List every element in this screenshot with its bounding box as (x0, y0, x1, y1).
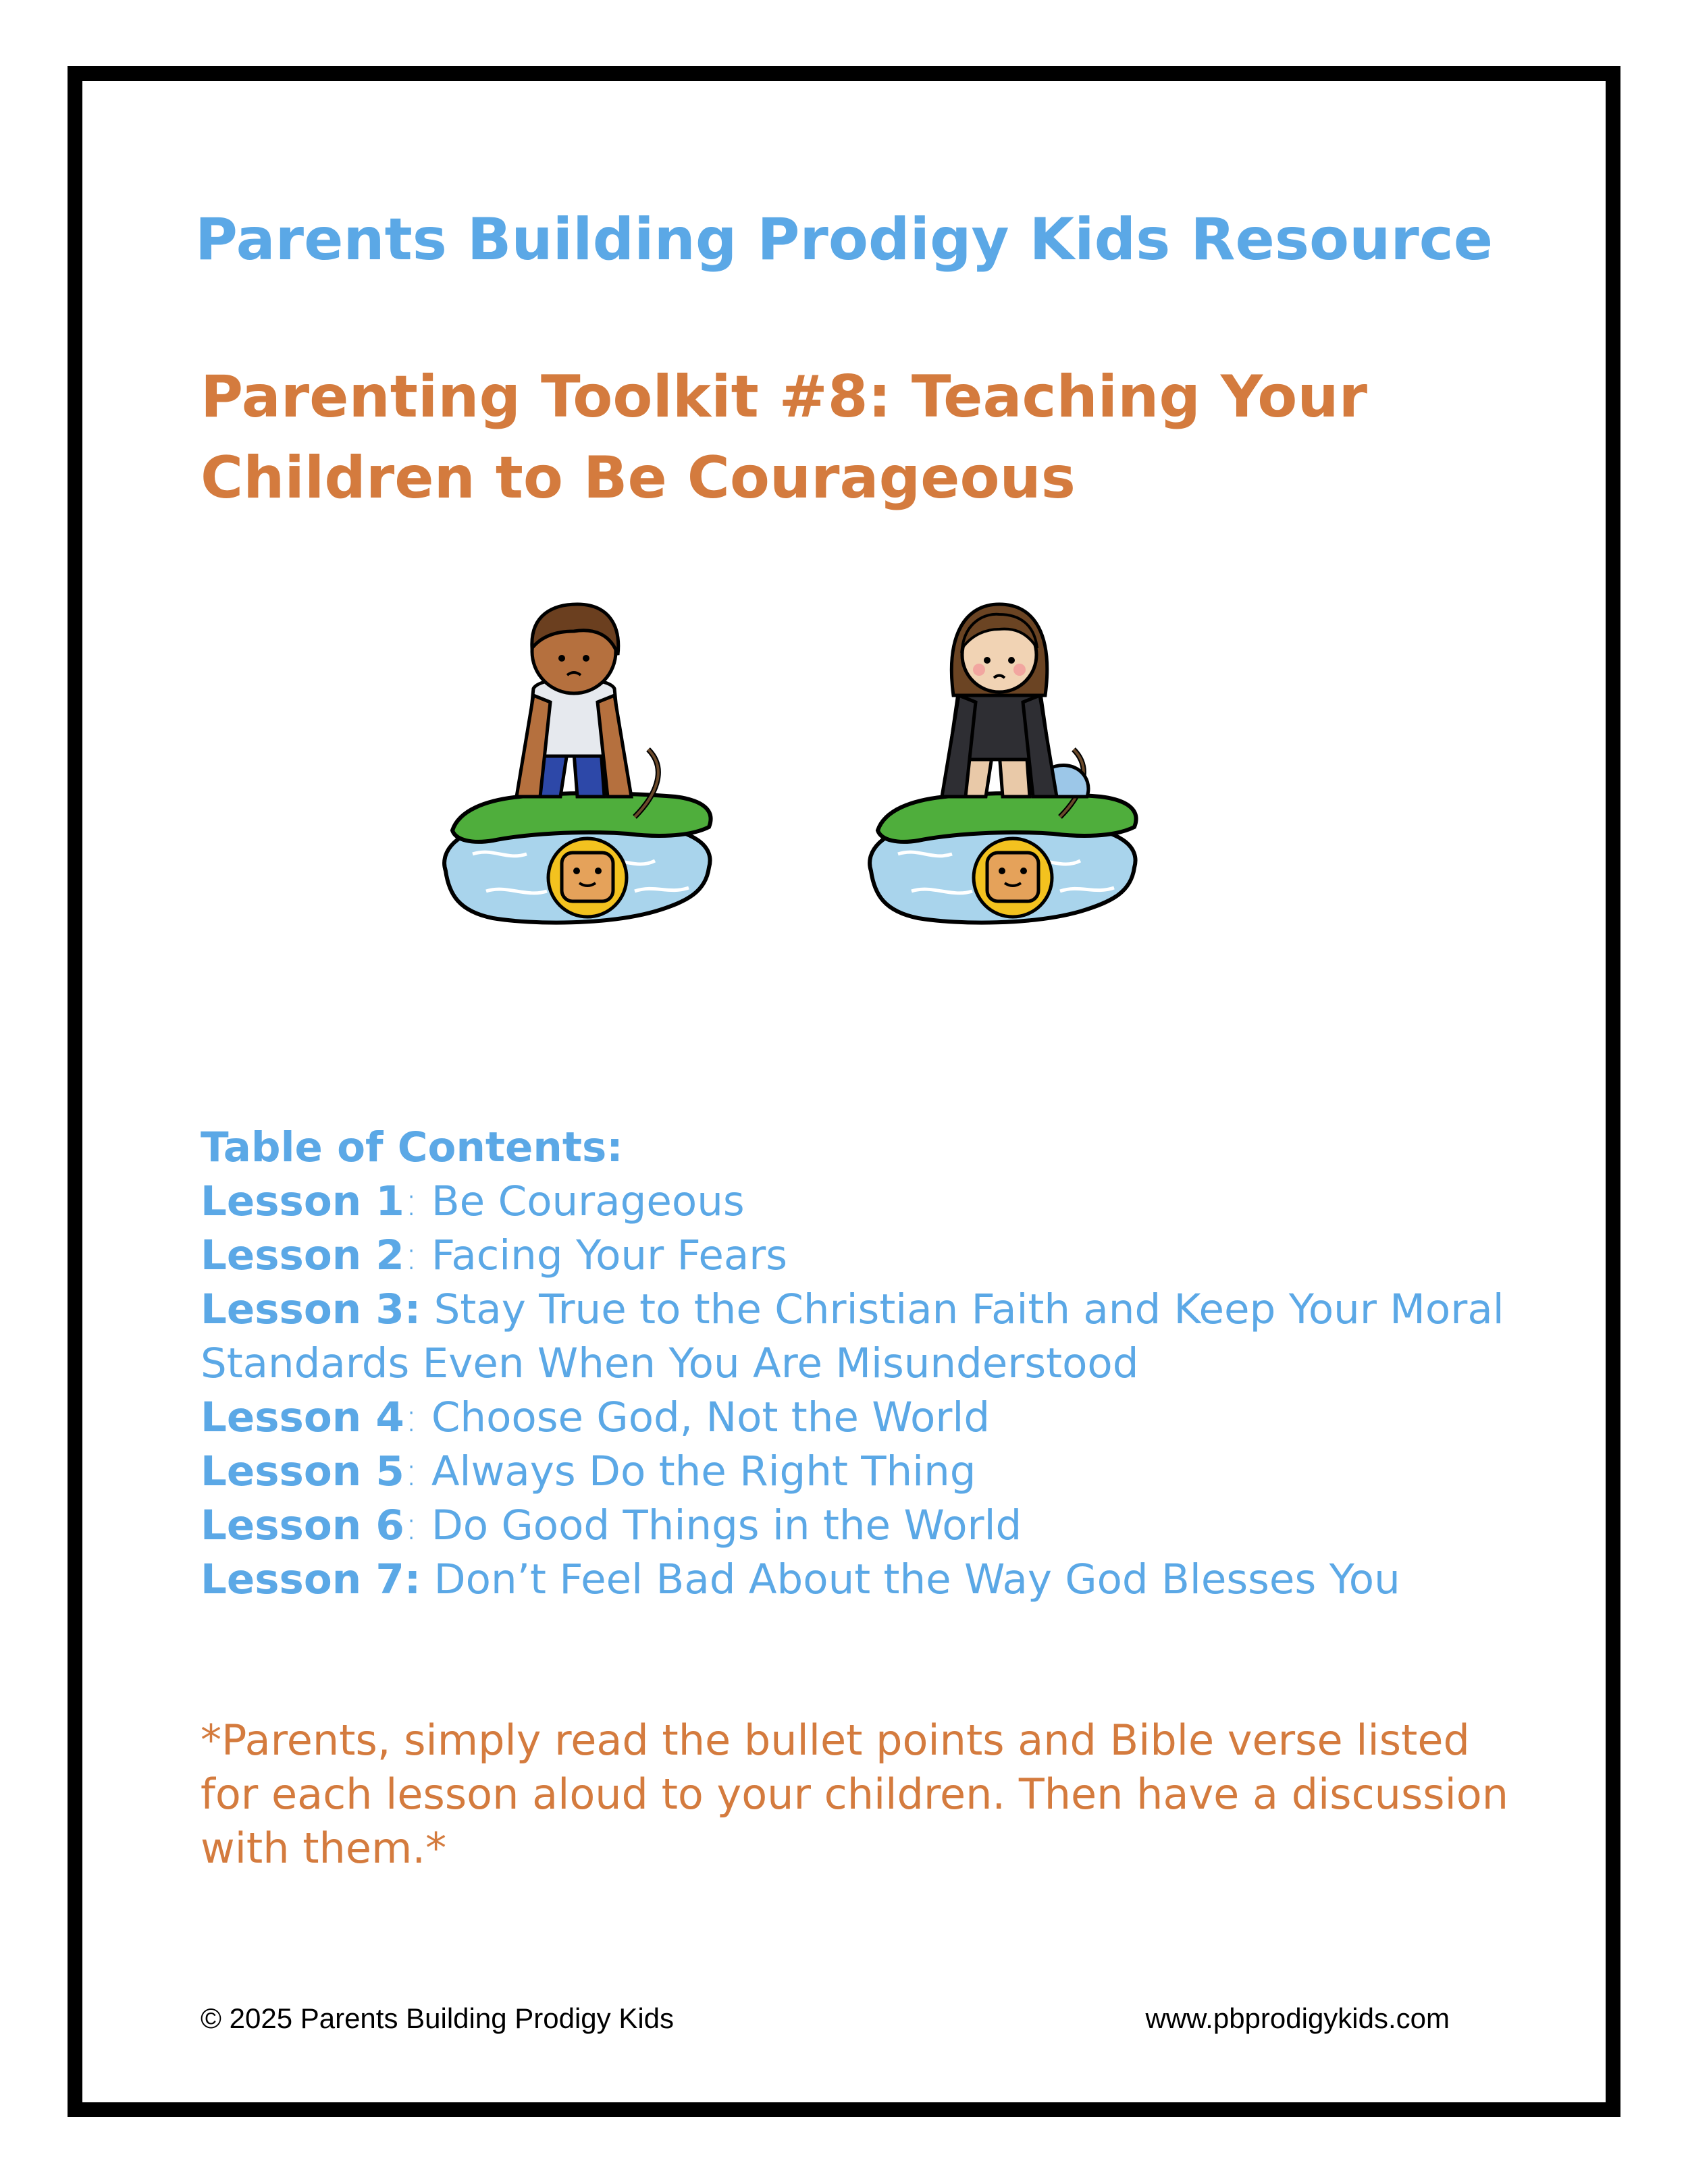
toc-lesson-title: Facing Your Fears (431, 1231, 788, 1279)
toc-lesson-title: Always Do the Right Thing (431, 1447, 976, 1495)
toc-lesson-title: Stay True to the Christian Faith and Keep Your Moral Standards Even When You Are Misunderstood (201, 1285, 1504, 1387)
toc-lesson-7 (201, 1553, 1517, 1607)
toc-lesson-sep: : (404, 1447, 431, 1495)
toc-lesson-title: Choose God, Not the World (431, 1393, 991, 1441)
toc-lesson-label: Lesson 1 (201, 1177, 404, 1225)
toc-lesson-label: Lesson 7: (201, 1555, 421, 1603)
footer-website: www.pbprodigykids.com (1145, 2002, 1450, 2034)
toc-lesson-sep: : (404, 1501, 431, 1549)
boy-figure (444, 604, 710, 923)
table-of-contents (201, 1121, 1517, 1607)
toc-lesson-title: Don’t Feel Bad About the Way God Blesses You (433, 1555, 1400, 1603)
toc-lesson-sep (421, 1555, 433, 1603)
toolkit-title (201, 356, 1483, 518)
parent-instructions-note: *Parents, simply read the bullet points and Bible verse listed for each lesson aloud to your children. Then have a discussion with them.* (201, 1715, 1509, 1873)
toc-lesson-3 (201, 1283, 1517, 1391)
toc-lesson-title: Be Courageous (431, 1177, 745, 1225)
toc-lesson-6 (201, 1499, 1517, 1553)
toc-lesson-label: Lesson 2 (201, 1231, 404, 1279)
toc-lesson-sep (421, 1285, 433, 1333)
toc-lesson-label: Lesson 4 (201, 1393, 404, 1441)
toc-lesson-2 (201, 1229, 1517, 1283)
girl-figure (870, 604, 1136, 923)
toc-lesson-sep: : (404, 1393, 431, 1441)
toc-lesson-label: Lesson 6 (201, 1501, 404, 1549)
toc-lesson-label: Lesson 3: (201, 1285, 421, 1333)
toc-lesson-1 (201, 1175, 1517, 1229)
toc-lesson-5 (201, 1445, 1517, 1499)
toolkit-title-line2: Children to Be Courageous (201, 444, 1076, 512)
toc-lesson-sep: : (404, 1231, 431, 1279)
toolkit-title-line1: Parenting Toolkit #8: Teaching Your (201, 363, 1367, 431)
children-lion-reflection-illustration (432, 594, 1276, 972)
footer-copyright: © 2025 Parents Building Prodigy Kids (201, 2002, 675, 2034)
toc-heading: Table of Contents: (201, 1123, 623, 1171)
toc-lesson-4 (201, 1391, 1517, 1445)
toc-lesson-label: Lesson 5 (201, 1447, 404, 1495)
toc-lesson-sep: : (404, 1177, 431, 1225)
org-title: Parents Building Prodigy Kids Resource (194, 206, 1494, 273)
toc-lesson-title: Do Good Things in the World (431, 1501, 1022, 1549)
